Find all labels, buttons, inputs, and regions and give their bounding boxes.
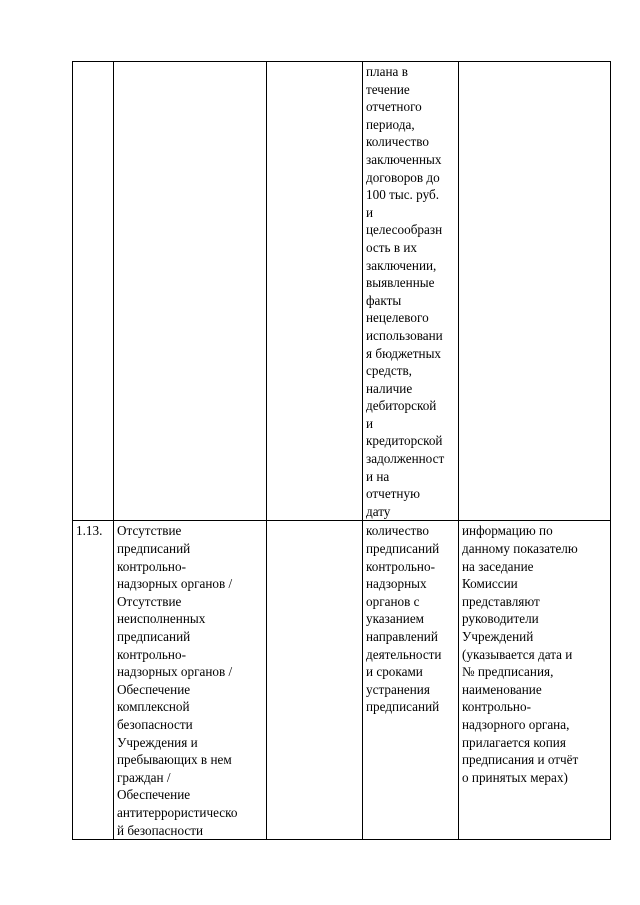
- criterion-name-cell: [114, 62, 267, 521]
- source-cell: [459, 62, 611, 521]
- empty-cell: [267, 521, 363, 840]
- source-cell: информацию по данному показателю на заседание Комиссии представляют руководители Учреждений (указывается дата и № предписания, наименование контрольно- надзорного органа, прилагается копия предписания и отчёт о принятых мерах): [459, 521, 611, 840]
- empty-cell: [267, 62, 363, 521]
- criterion-name-cell: Отсутствие предписаний контрольно- надзорных органов / Отсутствие неисполненных предписаний контрольно- надзорных органов / Обеспечение комплексной безопасности Учреждения и пребывающих в нем граждан / Обеспечение антитеррористическо й безопасности: [114, 521, 267, 840]
- table-row: [73, 521, 611, 840]
- indicator-cell: плана в течение отчетного периода, количество заключенных договоров до 100 тыс. руб. и целесообразн ость в их заключении, выявленные факты нецелевого использовани я бюджетных средств, наличие дебиторской и кредиторской задолженност и на отчетную дату: [363, 62, 459, 521]
- criteria-table: [72, 61, 611, 840]
- row-number-cell: 1.13.: [73, 521, 114, 840]
- table-row: [73, 62, 611, 521]
- row-number-cell: [73, 62, 114, 521]
- indicator-cell: количество предписаний контрольно- надзорных органов с указанием направлений деятельности и сроками устранения предписаний: [363, 521, 459, 840]
